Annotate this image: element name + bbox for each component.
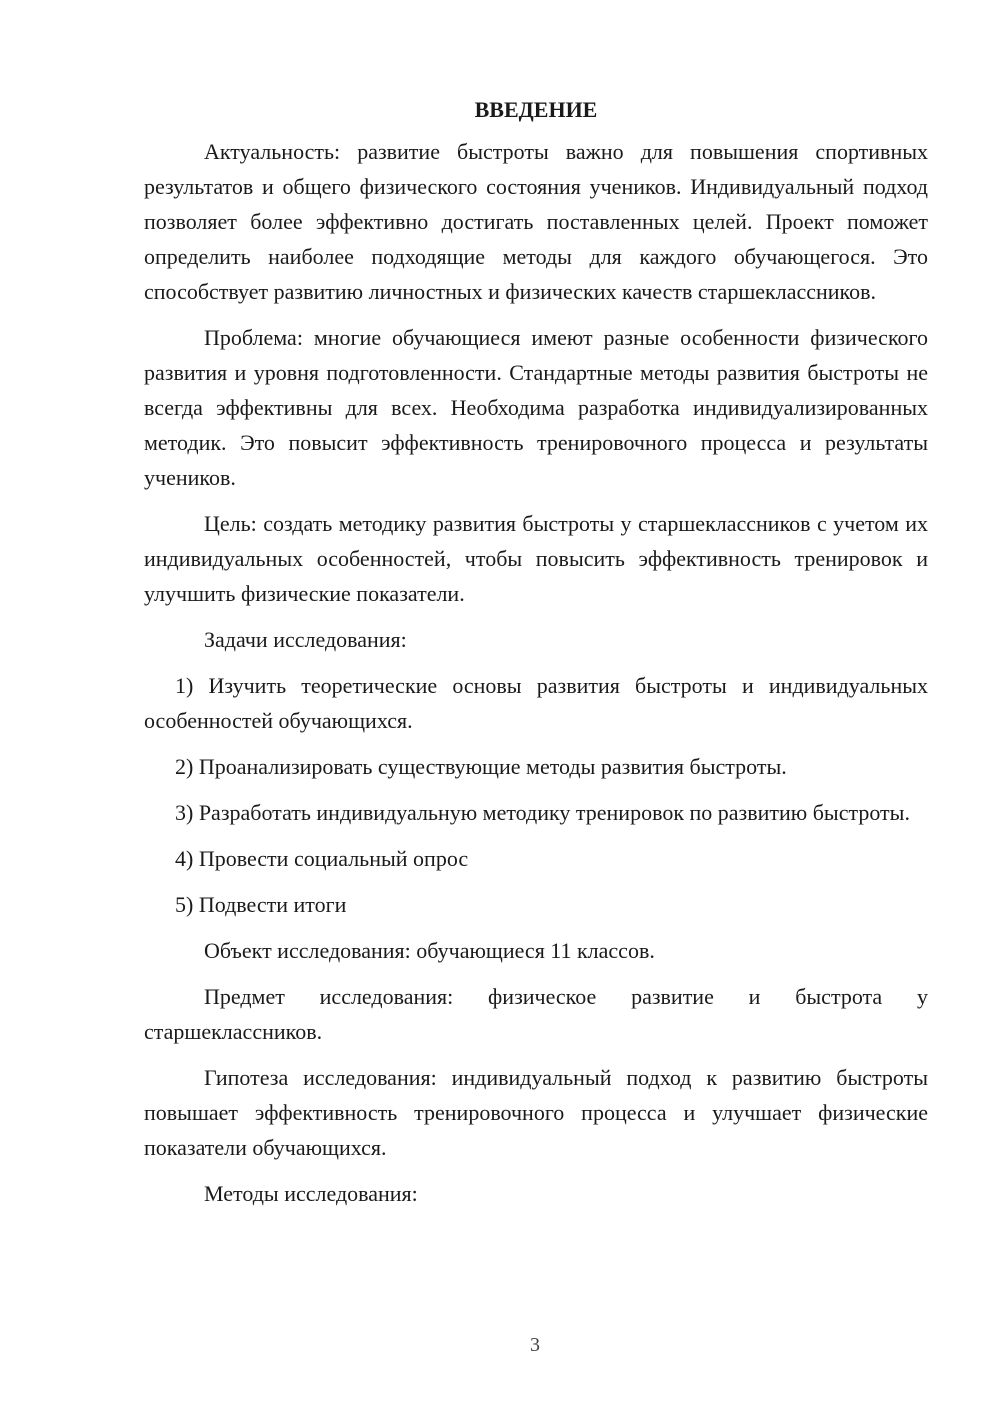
section-title: ВВЕДЕНИЕ xyxy=(474,97,598,122)
paragraph-relevance: Актуальность: развитие быстроты важно для повышения спортивных результатов и общего физического состояния учеников. Индивидуальный подход позволяет более эффективно достигать поставленных целей. Проект поможет определить наиболее подходящие методы для каждого обучающегося. Это способствует развитию личностных и физических качеств старшеклассников. xyxy=(144,139,928,304)
task-item-5: 5) Подвести итоги xyxy=(175,892,347,917)
task-item-1: 1) Изучить теоретические основы развития быстроты и индивидуальных особенностей обучающихся. xyxy=(144,673,928,733)
task-item-3: 3) Разработать индивидуальную методику тренировок по развитию быстроты. xyxy=(175,800,910,825)
task-item-4: 4) Провести социальный опрос xyxy=(175,846,469,871)
page-number: 3 xyxy=(530,1334,540,1356)
paragraph-tasks-heading: Задачи исследования: xyxy=(204,627,407,652)
task-item-2: 2) Проанализировать существующие методы развития быстроты. xyxy=(175,754,787,779)
paragraph-object: Объект исследования: обучающиеся 11 классов. xyxy=(204,938,655,963)
paragraph-methods: Методы исследования: xyxy=(204,1181,418,1206)
paragraph-hypothesis: Гипотеза исследования: индивидуальный подход к развитию быстроты повышает эффективность тренировочного процесса и улучшает физические показатели обучающихся. xyxy=(144,1065,928,1160)
paragraph-goal: Цель: создать методику развития быстроты у старшеклассников с учетом их индивидуальных особенностей, чтобы повысить эффективность тренировок и улучшить физические показатели. xyxy=(144,511,928,606)
paragraph-problem: Проблема: многие обучающиеся имеют разные особенности физического развития и уровня подготовленности. Стандартные методы развития быстроты не всегда эффективны для всех. Необходима разработка индивидуализированных методик. Это повысит эффективность тренировочного процесса и результаты учеников. xyxy=(144,325,928,490)
paragraph-subject: Предмет исследования: физическое развитие и быстрота у старшеклассников. xyxy=(144,984,928,1044)
page-content xyxy=(144,92,928,1222)
